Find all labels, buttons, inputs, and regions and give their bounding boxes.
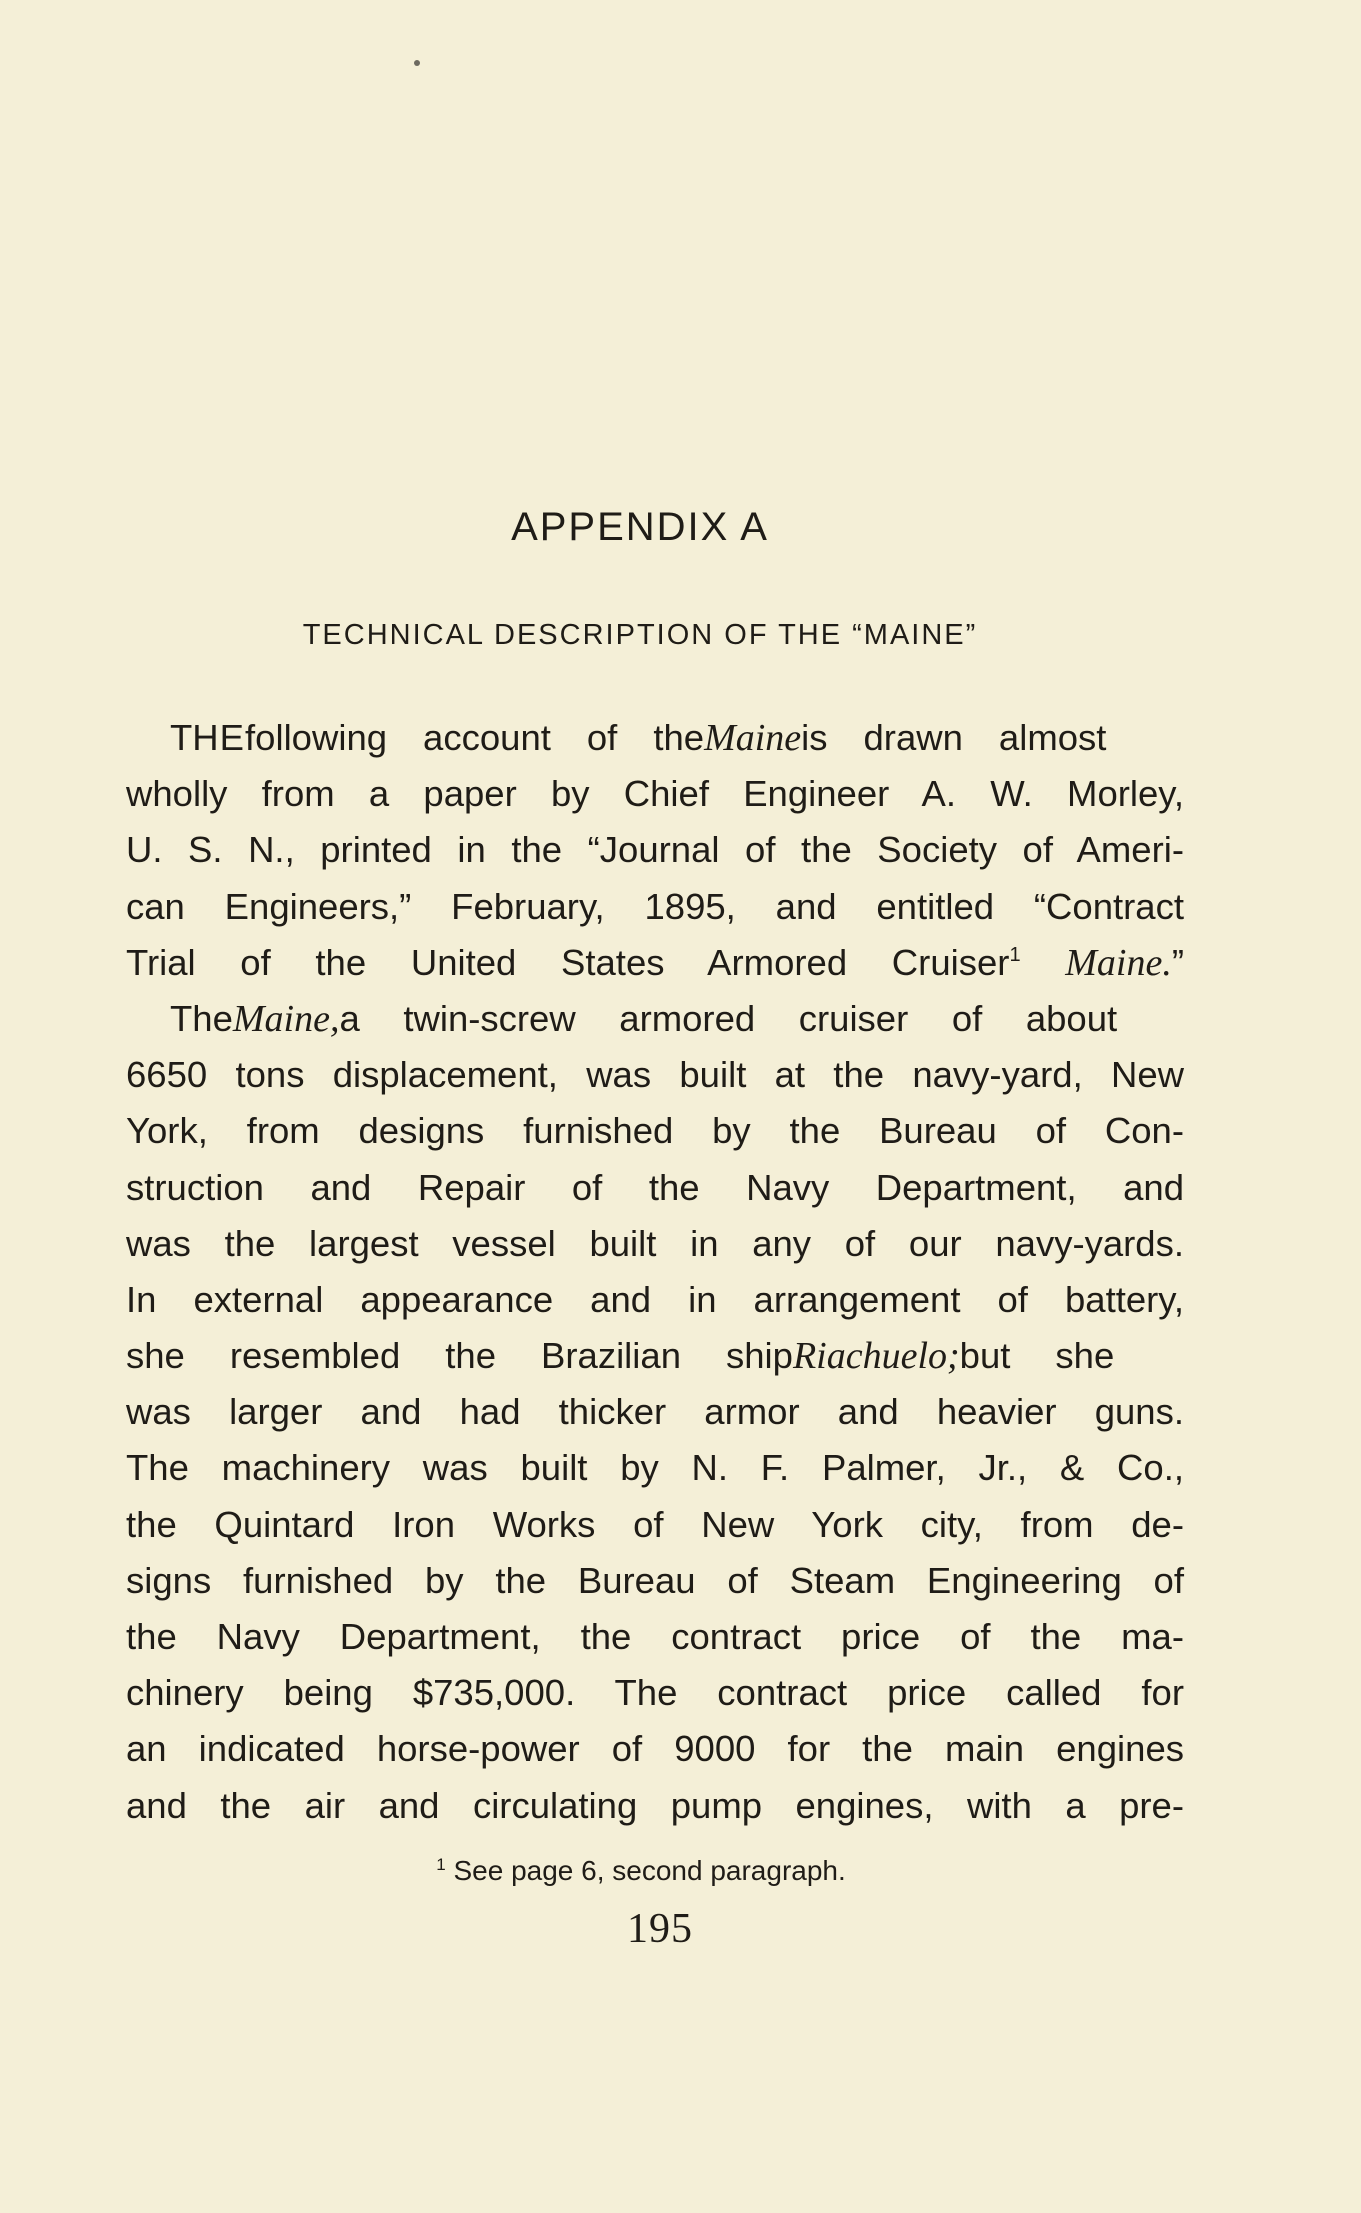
text-line: struction and Repair of the Navy Department, and <box>126 1166 1184 1208</box>
drop-word-rest: HE <box>192 717 246 758</box>
paragraph-2-line-11 <box>126 1553 1184 1609</box>
paragraph-2-line-14 <box>126 1721 1184 1777</box>
appendix-subtitle: TECHNICAL DESCRIPTION OF THE “MAINE” <box>302 619 978 651</box>
paragraph-2-line-2 <box>126 1047 1184 1103</box>
text-line: In external appearance and in arrangement of battery, <box>126 1278 1184 1320</box>
text-line: was larger and had thicker armor and heavier guns. <box>126 1391 1184 1433</box>
paragraph-1-line-4 <box>126 879 1184 935</box>
text-run: she resembled the Brazilian ship <box>126 1335 793 1377</box>
drop-word-first-letter: T <box>170 717 193 758</box>
body-text <box>126 710 1184 1834</box>
text-line: signs furnished by the Bureau of Steam Engineering of <box>126 1559 1184 1601</box>
closing-quote: ” <box>1171 941 1184 983</box>
footnote <box>0 1855 1282 1887</box>
text-run: but she <box>959 1335 1115 1377</box>
ship-name-riachuelo: Riachuelo; <box>792 1335 960 1378</box>
paragraph-1-line-5 <box>126 935 1184 991</box>
text-run: is drawn almost <box>801 717 1107 758</box>
text-line: wholly from a paper by Chief Engineer A. W. Morley, <box>126 773 1184 815</box>
paragraph-2-line-4 <box>126 1160 1184 1216</box>
paragraph-2-line-5 <box>126 1216 1184 1272</box>
paragraph-2-line-13 <box>126 1665 1184 1721</box>
footnote-number: 1 <box>436 1855 446 1874</box>
text-line: the Quintard Iron Works of New York city, from de- <box>126 1503 1184 1545</box>
text-line: and the air and circulating pump engines, with a pre- <box>126 1784 1184 1826</box>
text-run: Trial of the United States Armored Cruiser <box>126 941 1010 983</box>
paragraph-2-line-7 <box>126 1328 1184 1384</box>
text-line: chinery being $735,000. The contract price called for <box>126 1672 1184 1714</box>
paragraph-2-line-6 <box>126 1272 1184 1328</box>
text-line: the Navy Department, the contract price of the ma- <box>126 1616 1184 1657</box>
text-line: was the largest vessel built in any of our navy-yards. <box>126 1222 1184 1264</box>
ship-name-maine: Maine, <box>232 997 340 1040</box>
paragraph-1-line-3 <box>126 822 1184 878</box>
paragraph-2-line-1 <box>126 991 1184 1047</box>
footnote-text: See page 6, second paragraph. <box>453 1855 846 1886</box>
text-line: 6650 tons displacement, was built at the navy-yard, New <box>126 1054 1184 1096</box>
paragraph-1-line-1 <box>126 710 1184 766</box>
paragraph-2-line-10 <box>126 1497 1184 1553</box>
text-line: can Engineers,” February, 1895, and entitled “Contract <box>126 885 1184 927</box>
text-line: York, from designs furnished by the Bureau of Con- <box>126 1110 1184 1152</box>
appendix-title: APPENDIX A <box>511 505 769 549</box>
text-run: The <box>170 997 233 1039</box>
paragraph-2-line-12 <box>126 1609 1184 1665</box>
ship-name-maine: Maine <box>704 717 802 759</box>
ship-name-maine: Maine. <box>1065 941 1172 984</box>
page-mark-dot <box>414 60 420 66</box>
paragraph-1-line-2 <box>126 766 1184 822</box>
text-run: a twin-screw armored cruiser of about <box>339 997 1118 1039</box>
text-line: an indicated horse-power of 9000 for the main engines <box>126 1728 1184 1770</box>
page-number: 195 <box>627 1906 693 1952</box>
paragraph-2-line-8 <box>126 1384 1184 1440</box>
paragraph-2-line-3 <box>126 1103 1184 1159</box>
paragraph-2-line-9 <box>126 1440 1184 1496</box>
footnote-marker: 1 <box>1009 943 1021 966</box>
paragraph-2-line-15 <box>126 1778 1184 1834</box>
text-run: following account of the <box>245 717 705 758</box>
text-line: U. S. N., printed in the “Journal of the Society of Ameri- <box>126 829 1184 871</box>
text-line: The machinery was built by N. F. Palmer, Jr., & Co., <box>126 1447 1184 1489</box>
